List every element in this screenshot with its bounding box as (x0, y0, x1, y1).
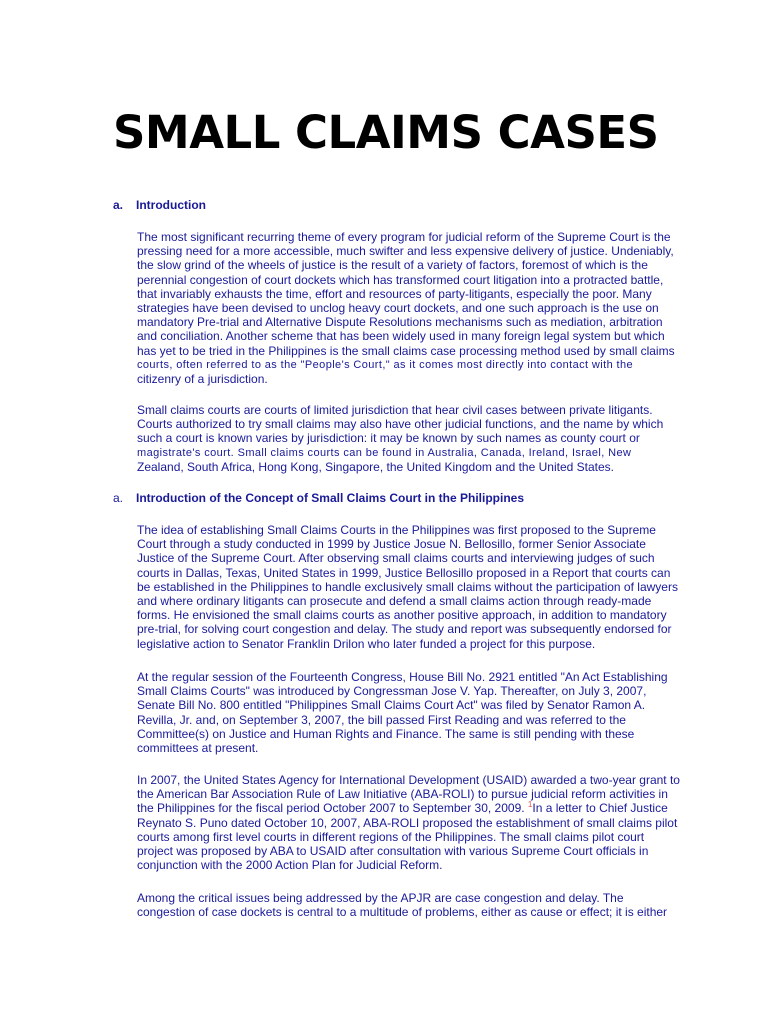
section-title: Introduction (136, 198, 206, 212)
text-line: committees at present. (137, 741, 259, 756)
text-line: perennial congestion of court dockets which has transformed court litigation into a protracted battle, (137, 272, 664, 287)
text-line: that invariably exhausts the time, effort and resources of party-litigants, especially the poor. Many (137, 286, 652, 301)
text-line: magistrate's court. Small claims courts can be found in Australia, Canada, Ireland, Israel, New (137, 446, 632, 459)
text-line: Among the critical issues being addressed by the APJR are case congestion and delay. The (137, 891, 624, 905)
text-line: The most significant recurring theme of every program for judicial reform of the Supreme Court is the (137, 230, 671, 244)
section-marker: a. (113, 198, 124, 212)
text-line: pressing need for a more accessible, much swifter and less expensive delivery of justice. Undeniably, (137, 244, 674, 259)
section-title: Introduction of the Concept of Small Claims Court in the Philippines (136, 491, 525, 505)
text-line: Revilla, Jr. and, on September 3, 2007, the bill passed First Reading and was referred to the (137, 712, 626, 727)
section-heading-introduction (113, 198, 206, 212)
text-line: be established in the Philippines to handle exclusively small claims without the participation of lawyers (137, 579, 678, 594)
text-line: Courts authorized to try small claims may also have other judicial functions, and the name by which (137, 417, 664, 432)
paragraph (137, 230, 675, 387)
text-line: mandatory Pre-trial and Alternative Dispute Resolutions mechanisms such as mediation, arbitration (137, 315, 663, 330)
text-line: At the regular session of the Fourteenth Congress, House Bill No. 2921 entitled "An Act Establishing (137, 670, 668, 684)
text-line: Reynato S. Puno dated October 10, 2007, ABA-ROLI proposed the establishment of small claims pilot (137, 815, 678, 830)
text-line: strategies have been devised to unclog heavy court dockets, and one such approach is the use on (137, 301, 659, 316)
text-line: Small Claims Courts" was introduced by Congressman Jose V. Yap. Thereafter, on July 3, 2007, (137, 684, 647, 699)
text-line: legislative action to Senator Franklin Drilon who later funded a project for this purpose. (137, 636, 596, 651)
text-line-with-footnote (137, 800, 668, 816)
document-title: SMALL CLAIMS CASES (113, 106, 659, 159)
text-line: pre-trial, for solving court congestion and delay. The study and report was subsequently endorsed for (137, 622, 672, 637)
text-line: forms. He envisioned the small claims courts as another positive approach, in addition to mandatory (137, 608, 667, 623)
text-segment: the Philippines for the fiscal period October 2007 to September 30, 2009. (137, 801, 525, 816)
paragraph (137, 403, 664, 474)
text-line: courts among first level courts in different regions of the Philippines. The small claims pilot court (137, 829, 645, 844)
text-segment: In a letter to Chief Justice (532, 801, 668, 816)
text-line: citizenry of a jurisdiction. (137, 372, 268, 387)
text-line: Zealand, South Africa, Hong Kong, Singapore, the United Kingdom and the United States. (137, 459, 614, 474)
text-line: Committee(s) on Justice and Human Rights and Finance. The same is still pending with these (137, 726, 635, 741)
text-line: Small claims courts are courts of limited jurisdiction that hear civil cases between private litigants. (137, 403, 653, 417)
text-line: and where ordinary litigants can prosecute and defend a small claims action through ready-made (137, 594, 652, 609)
text-line: congestion of case dockets is central to a multitude of problems, either as cause or effect; it is either (137, 905, 668, 920)
text-line: project was proposed by ABA to USAID after consultation with various Supreme Court officials in (137, 844, 649, 859)
section-heading-concept (113, 491, 524, 505)
text-line: In 2007, the United States Agency for International Development (USAID) awarded a two-year grant to (137, 773, 680, 787)
text-line: courts, often referred to as the "People's Court," as it comes most directly into contact with the (137, 358, 634, 371)
section-marker: a. (113, 491, 124, 505)
text-line: Justice of the Supreme Court. After observing small claims courts and interviewing judges of such (137, 551, 655, 566)
footnote-marker[interactable]: 1 (527, 800, 533, 810)
text-line: courts in Dallas, Texas, United States in 1999, Justice Bellosillo proposed in a Report that courts can (137, 565, 671, 580)
paragraph (137, 773, 680, 873)
text-line: the slow grind of the wheels of justice is the result of a variety of factors, foremost of which is the (137, 258, 648, 273)
paragraph (137, 670, 668, 756)
text-line: the American Bar Association Rule of Law Initiative (ABA-ROLI) to pursue judicial reform activities in (137, 787, 668, 802)
text-line: The idea of establishing Small Claims Courts in the Philippines was first proposed to the Supreme (137, 523, 656, 537)
paragraph (137, 523, 678, 651)
text-line: Court through a study conducted in 1999 by Justice Josue N. Bellosillo, former Senior Associate (137, 537, 646, 552)
text-line: Senate Bill No. 800 entitled "Philippines Small Claims Court Act" was filed by Senator Ramon A. (137, 698, 646, 713)
text-line: such a court is known varies by jurisdiction: it may be known by such names as county court or (137, 431, 640, 446)
paragraph (137, 891, 668, 920)
text-line: and conciliation. Another scheme that has been widely used in many foreign legal system but which (137, 329, 665, 344)
text-line: has yet to be tried in the Philippines is the small claims case processing method used by small claims (137, 343, 675, 358)
text-line: conjunction with the 2000 Action Plan for Judicial Reform. (137, 858, 443, 873)
